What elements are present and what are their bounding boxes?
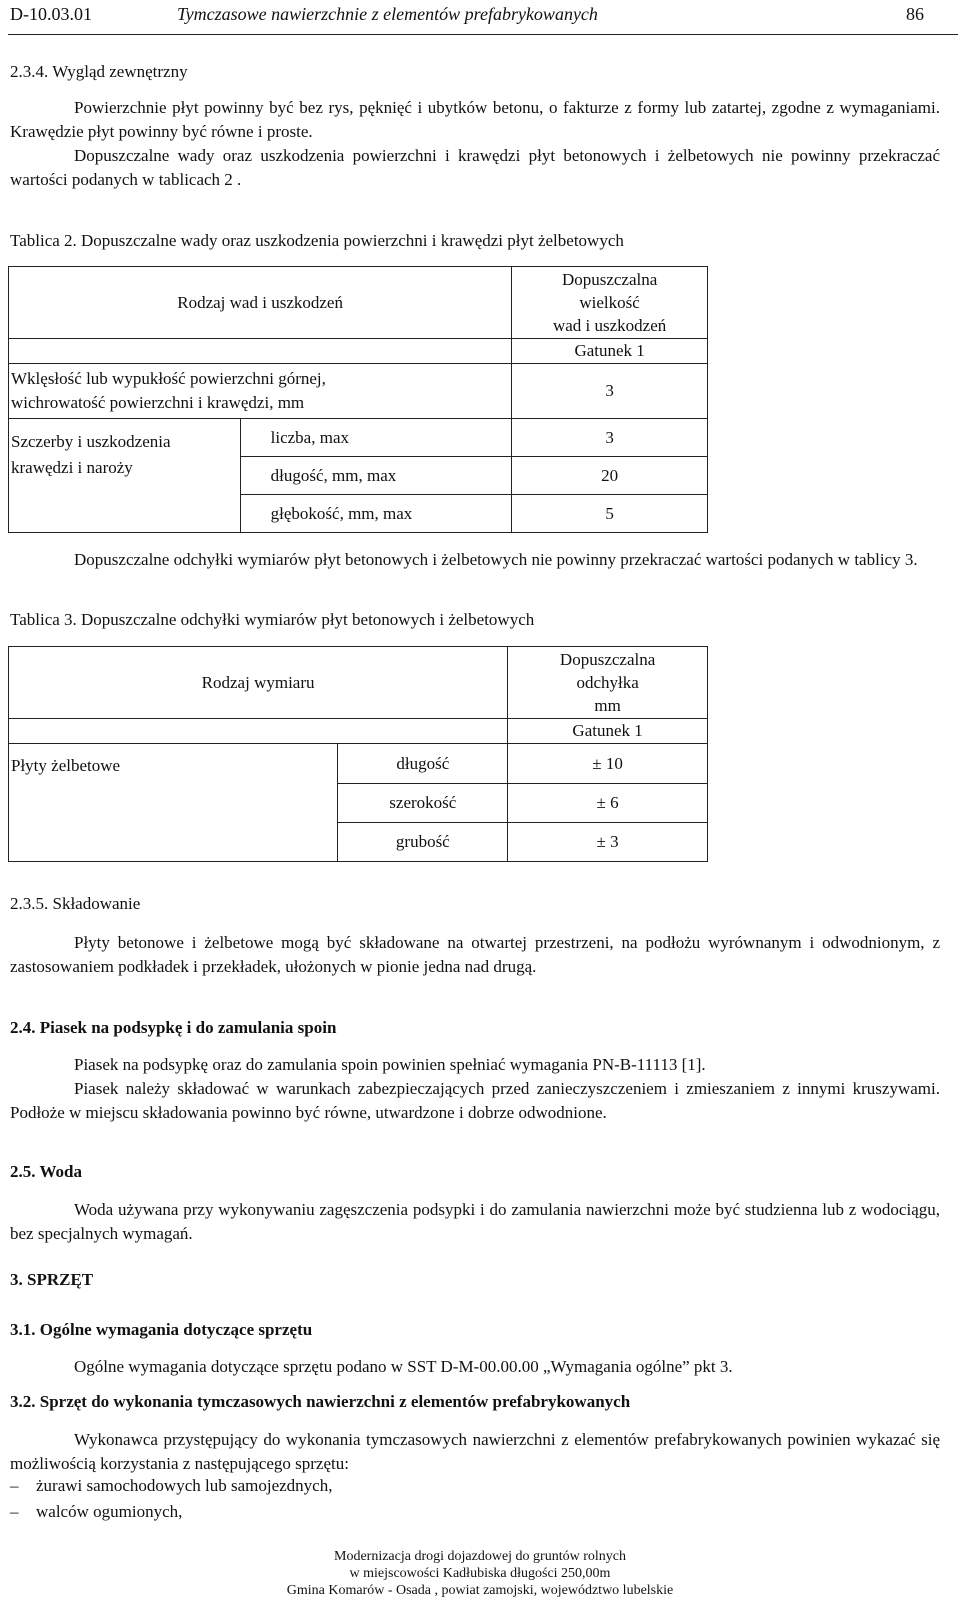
section-2-4-paragraph-1: Piasek na podsypkę oraz do zamulania spoin powinien spełniać wymagania PN-B-11113 [1]. [74, 1055, 706, 1074]
footer-line-1: Modernizacja drogi dojazdowej do gruntów rolnych [334, 1549, 626, 1564]
table-3-dim-value: ± 3 [508, 823, 708, 862]
table-2-sub-label: głębokość, mm, max [240, 495, 512, 533]
doc-code: D-10.03.01 [10, 4, 92, 24]
section-3-1-heading: 3.1. Ogólne wymagania dotyczące sprzętu [10, 1320, 313, 1339]
table-2-head-right: Dopuszczalna wielkość wad i uszkodzeń [512, 267, 708, 339]
table-2-sub-value: 20 [512, 457, 708, 495]
table-2-sub-label: liczba, max [240, 419, 512, 457]
section-3-heading: 3. SPRZĘT [10, 1270, 94, 1289]
section-2-5-paragraph: Woda używana przy wykonywaniu zagęszczenia podsypki i do zamulania nawierzchni może być studzienna lub z wodociągu, bez specjalnych wymagań. [10, 1200, 940, 1243]
page-number: 86 [906, 4, 924, 24]
table-2-row-2-label: Szczerby i uszkodzenia krawędzi i naroży [9, 419, 241, 533]
section-2-4-heading: 2.4. Piasek na podsypkę i do zamulania spoin [10, 1018, 337, 1037]
table-3-caption: Tablica 3. Dopuszczalne odchyłki wymiarów płyt betonowych i żelbetowych [10, 610, 535, 629]
table-3-head-left: Rodzaj wymiaru [9, 647, 508, 719]
section-2-5-heading: 2.5. Woda [10, 1162, 82, 1181]
after-table-2-paragraph: Dopuszczalne odchyłki wymiarów płyt betonowych i żelbetowych nie powinny przekraczać wartości podanych w tablicy 3. [74, 550, 918, 569]
section-3-2-heading: 3.2. Sprzęt do wykonania tymczasowych nawierzchni z elementów prefabrykowanych [10, 1392, 631, 1411]
list-item: – walców ogumionych, [10, 1502, 183, 1521]
table-2-caption: Tablica 2. Dopuszczalne wady oraz uszkodzenia powierzchni i krawędzi płyt żelbetowych [10, 231, 624, 250]
table-3-row-label: Płyty żelbetowe [9, 744, 338, 862]
table-2-sub-value: 5 [512, 495, 708, 533]
table-2 [8, 266, 708, 533]
header-divider [8, 34, 958, 35]
table-3-grade: Gatunek 1 [508, 719, 708, 744]
table-2-row-1-value: 3 [512, 364, 708, 419]
table-2-grade: Gatunek 1 [512, 339, 708, 364]
table-3-dim-label: grubość [338, 823, 508, 862]
table-3-dim-label: szerokość [338, 784, 508, 823]
table-3-dim-value: ± 6 [508, 784, 708, 823]
table-2-sub-value: 3 [512, 419, 708, 457]
section-2-3-5-paragraph: Płyty betonowe i żelbetowe mogą być składowane na otwartej przestrzeni, na podłożu wyrównanym i odwodnionym, z zastosowaniem podkładek i przekładek, ułożonych w pionie jedna nad drugą. [10, 933, 940, 976]
footer-line-3: Gmina Komarów - Osada , powiat zamojski, województwo lubelskie [286, 1583, 674, 1598]
table-3-head-right: Dopuszczalna odchyłka mm [508, 647, 708, 719]
table-2-head-left: Rodzaj wad i uszkodzeń [9, 267, 512, 339]
table-2-row-1-label: Wklęsłość lub wypukłość powierzchni górnej, wichrowatość powierzchni i krawędzi, mm [9, 364, 512, 419]
section-3-1-paragraph: Ogólne wymagania dotyczące sprzętu podano w SST D-M-00.00.00 „Wymagania ogólne” pkt 3. [74, 1357, 733, 1376]
list-item: – żurawi samochodowych lub samojezdnych, [10, 1476, 333, 1495]
table-2-sub-label: długość, mm, max [240, 457, 512, 495]
section-2-4-paragraph-2: Piasek należy składować w warunkach zabezpieczających przed zanieczyszczeniem i zmieszaniem z innymi kruszywami. Podłoże w miejscu składowania powinno być równe, utwardzone i dobrze odwodnione. [10, 1079, 940, 1122]
footer-line-2: w miejscowości Kadłubiska długości 250,00m [349, 1566, 611, 1581]
section-2-3-4-paragraph-2: Dopuszczalne wady oraz uszkodzenia powierzchni i krawędzi płyt betonowych i żelbetowych nie powinny przekraczać wartości podanych w tablicach 2 . [10, 146, 940, 189]
table-2-head-spacer [9, 339, 512, 364]
table-3-dim-value: ± 10 [508, 744, 708, 784]
table-3-dim-label: długość [338, 744, 508, 784]
section-2-3-5-heading: 2.3.5. Składowanie [10, 894, 141, 913]
section-3-2-paragraph: Wykonawca przystępujący do wykonania tymczasowych nawierzchni z elementów prefabrykowanych powinien wykazać się możliwością korzystania z następującego sprzętu: [10, 1430, 940, 1473]
doc-title: Tymczasowe nawierzchnie z elementów prefabrykowanych [177, 4, 598, 24]
table-3-head-spacer [9, 719, 508, 744]
section-2-3-4-heading: 2.3.4. Wygląd zewnętrzny [10, 62, 188, 81]
section-2-3-4-paragraph-1: Powierzchnie płyt powinny być bez rys, pęknięć i ubytków betonu, o fakturze z formy lub zatartej, zgodne z wymaganiami. Krawędzie płyt powinny być równe i proste. [10, 98, 940, 141]
table-3 [8, 646, 708, 862]
